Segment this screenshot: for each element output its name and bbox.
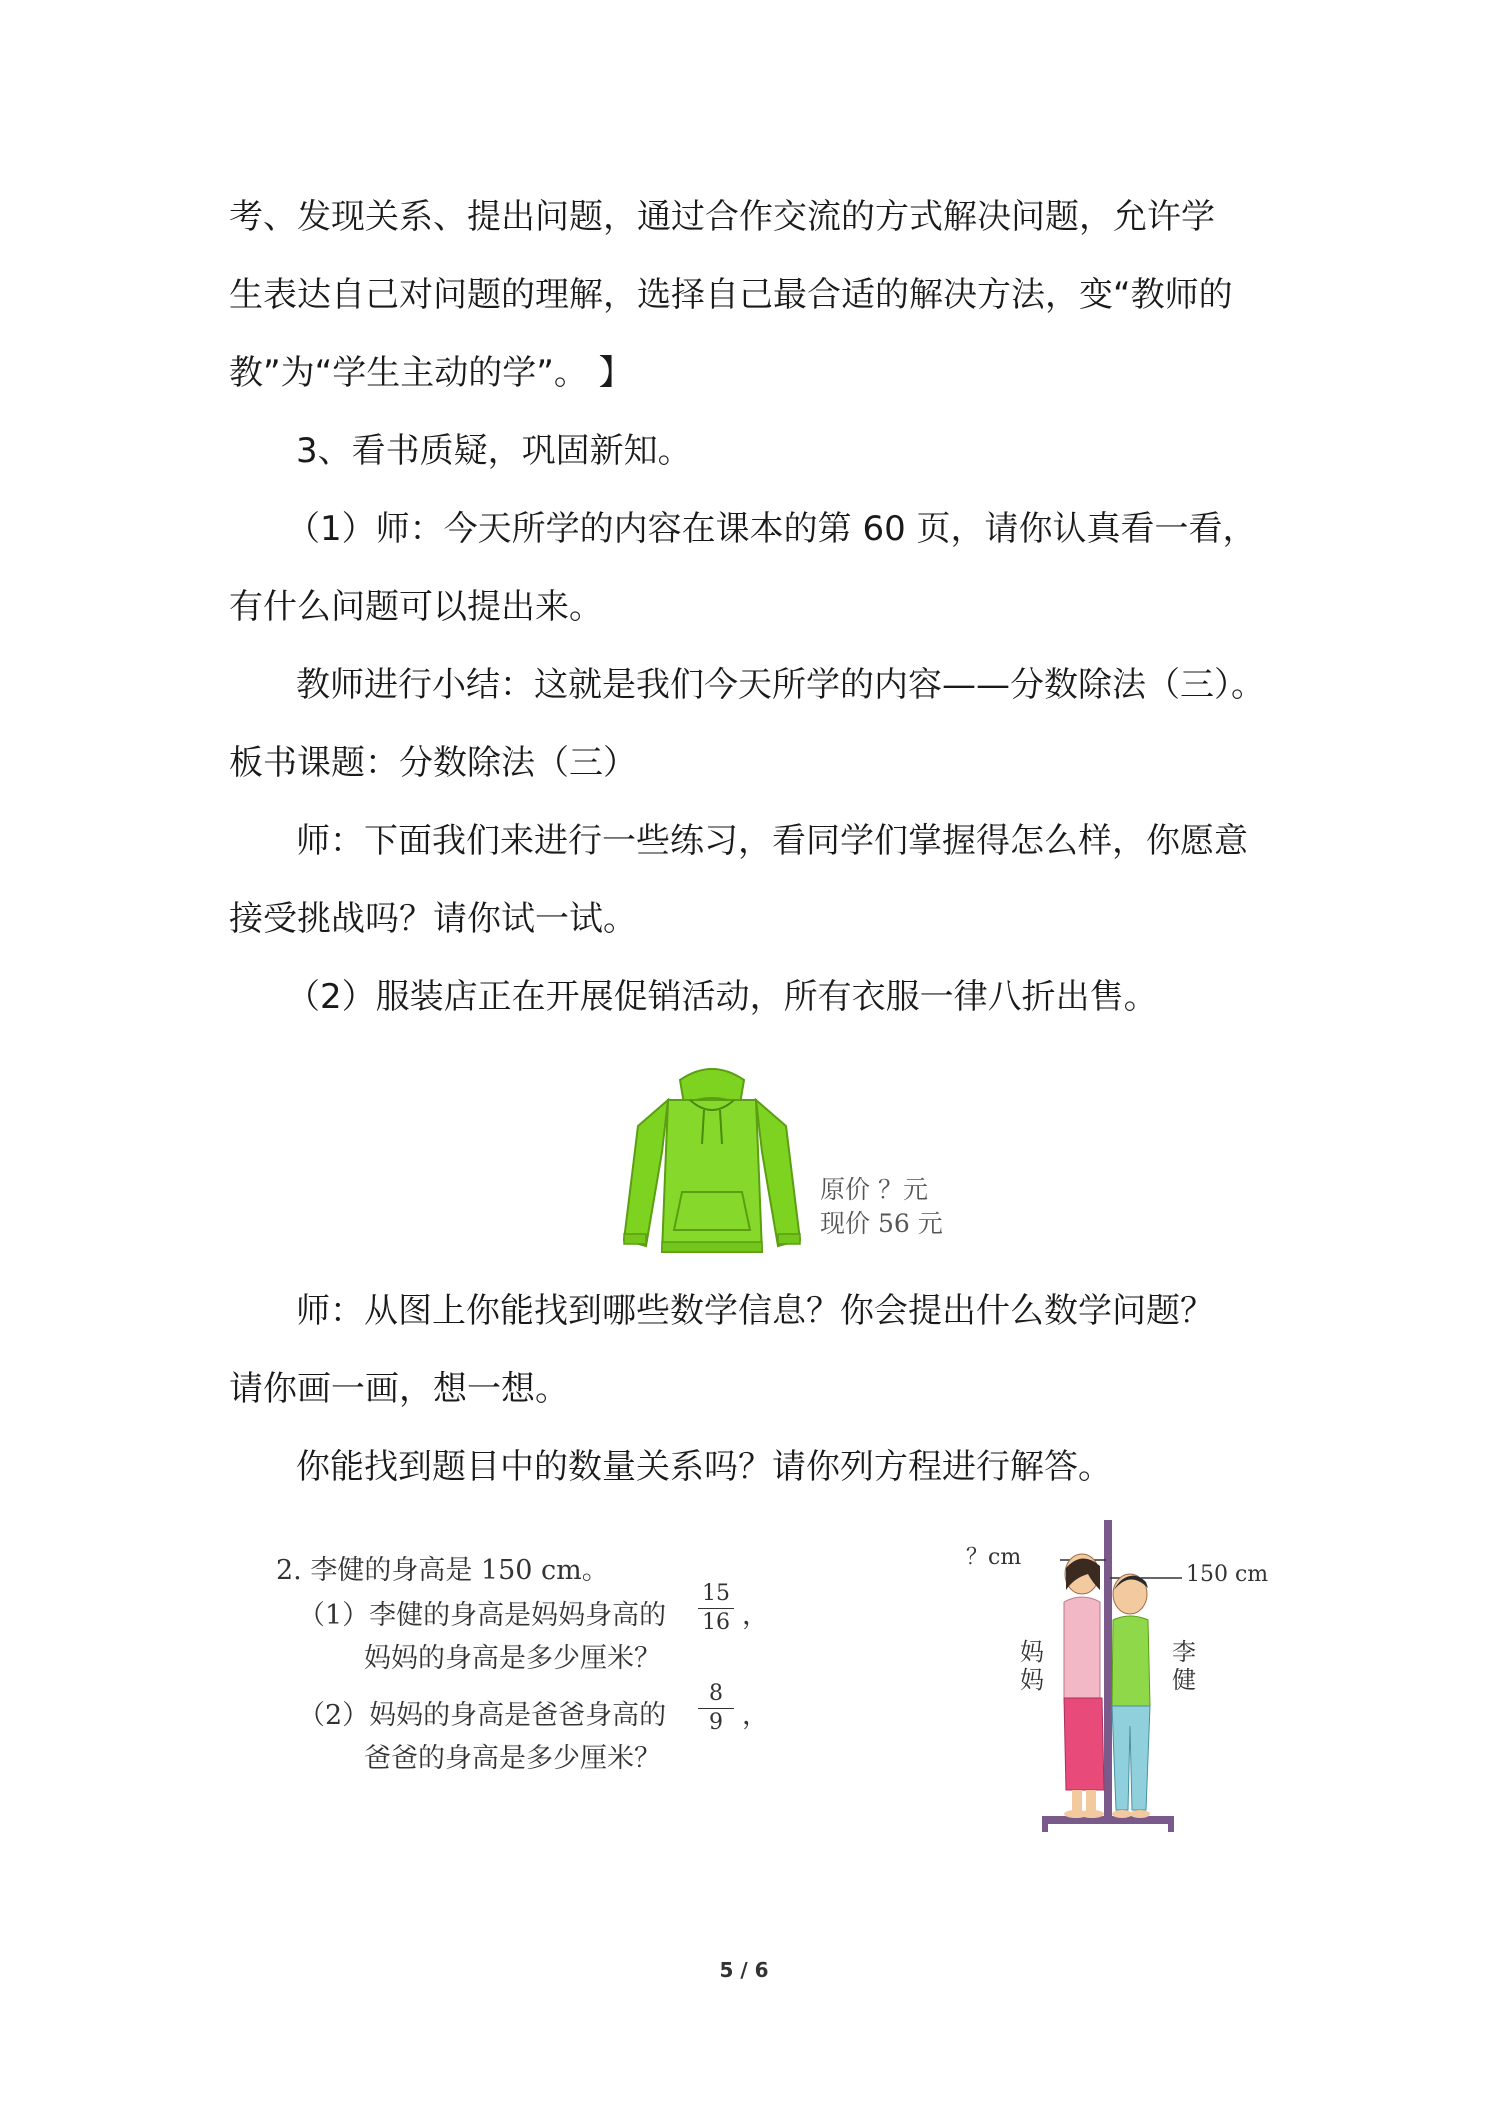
paragraph-line: 板书课题：分数除法（三） — [229, 743, 637, 783]
fraction-15-16 — [698, 1582, 734, 1635]
page-number: 5 / 6 — [719, 1958, 769, 1982]
fraction-8-9 — [698, 1682, 734, 1735]
exercise-title: 2. 李健的身高是 150 cm。 — [276, 1555, 609, 1586]
paragraph-line: 教”为“学生主动的学”。 】 — [229, 353, 633, 393]
height-measure-figure — [960, 1520, 1290, 1840]
paragraph-line: 请你画一画，想一想。 — [229, 1369, 569, 1409]
current-price-label: 现价 56 元 — [820, 1209, 943, 1238]
son-label: 李健 — [1172, 1638, 1196, 1694]
paragraph-line: （1）师：今天所学的内容在课本的第 60 页，请你认真看一看， — [286, 509, 1257, 549]
exercise-question-2-line-1: （2）妈妈的身高是爸爸身高的 — [298, 1700, 667, 1731]
original-price-label: 原价 ？元 — [820, 1175, 928, 1204]
fraction-denominator: 16 — [702, 1610, 730, 1635]
paragraph-line: 考、发现关系、提出问题，通过合作交流的方式解决问题，允许学 — [229, 197, 1215, 237]
exercise-question-2-line-2: 爸爸的身高是多少厘米？ — [364, 1743, 661, 1774]
exercise-question-1-line-1: （1）李健的身高是妈妈身高的 — [298, 1600, 667, 1631]
comma: ， — [742, 1600, 769, 1631]
known-height-label: 150 cm — [1186, 1562, 1269, 1587]
fraction-denominator: 9 — [709, 1710, 723, 1735]
paragraph-line: 你能找到题目中的数量关系吗？请你列方程进行解答。 — [296, 1447, 1112, 1487]
paragraph-line: 师：下面我们来进行一些练习，看同学们掌握得怎么样，你愿意 — [296, 821, 1248, 861]
paragraph-line: （2）服装店正在开展促销活动，所有衣服一律八折出售。 — [286, 977, 1158, 1017]
section-heading: 3、看书质疑，巩固新知。 — [296, 431, 692, 471]
paragraph-line: 有什么问题可以提出来。 — [229, 587, 603, 627]
fraction-numerator: 8 — [709, 1681, 723, 1706]
comma: ， — [742, 1700, 769, 1731]
paragraph-line: 生表达自己对问题的理解，选择自己最合适的解决方法，变“教师的 — [229, 275, 1233, 315]
unknown-height-label: ？cm — [966, 1545, 1022, 1570]
fraction-numerator: 15 — [702, 1581, 730, 1606]
paragraph-line: 接受挑战吗？请你试一试。 — [229, 899, 637, 939]
paragraph-line: 教师进行小结：这就是我们今天所学的内容——分数除法（三）。 — [296, 665, 1265, 705]
green-hoodie-icon — [612, 1062, 812, 1262]
mother-label: 妈妈 — [1020, 1638, 1044, 1694]
exercise-question-1-line-2: 妈妈的身高是多少厘米？ — [364, 1643, 661, 1674]
paragraph-line: 师：从图上你能找到哪些数学信息？你会提出什么数学问题？ — [296, 1291, 1214, 1331]
